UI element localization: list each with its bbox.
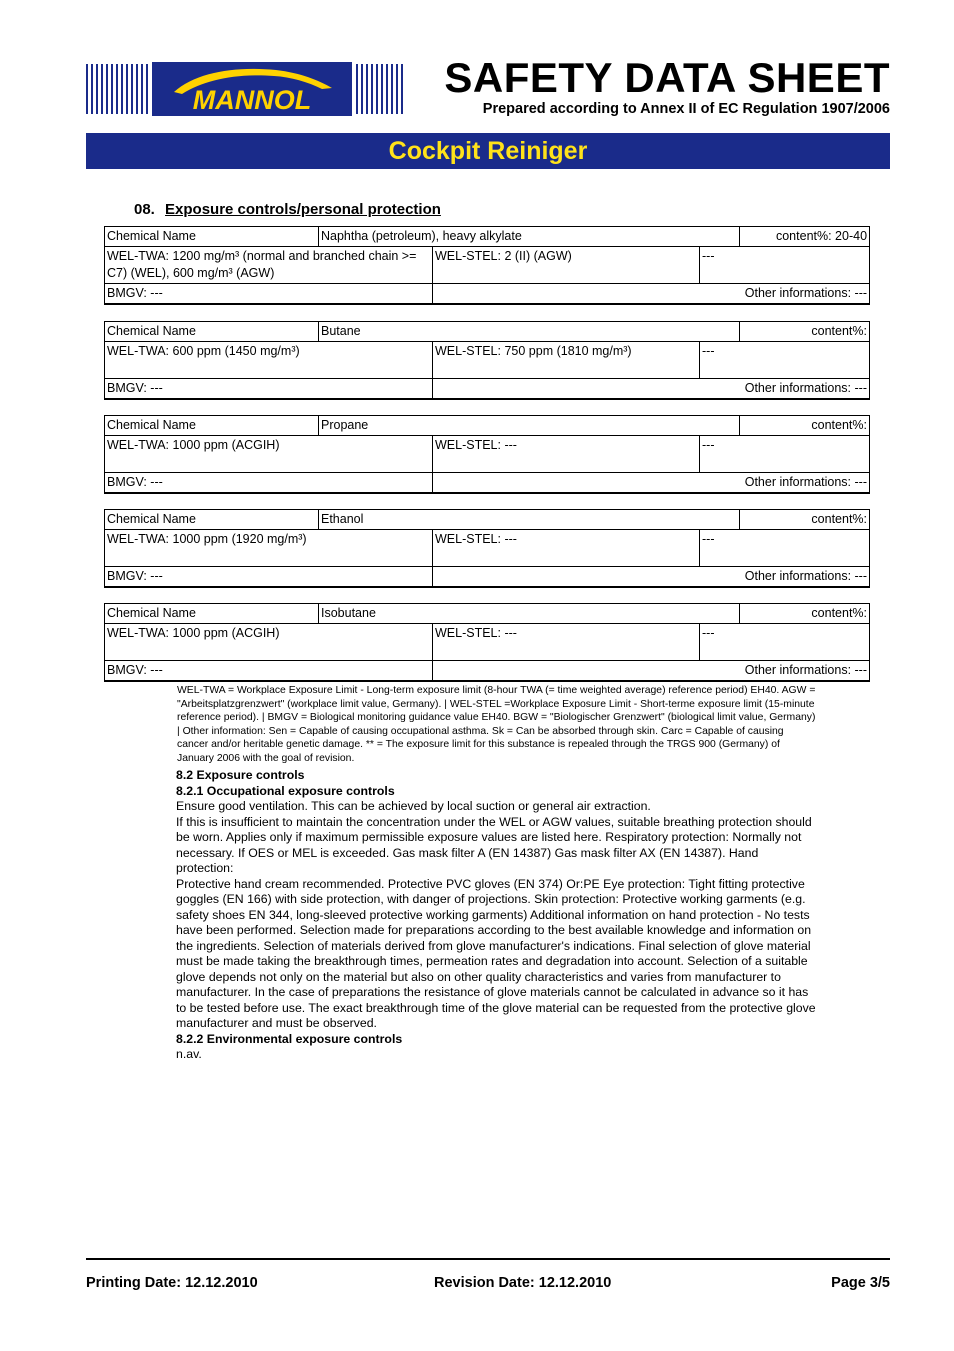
wel-twa: WEL-TWA: 1000 ppm (ACGIH) xyxy=(105,436,433,473)
exposure-controls-text xyxy=(176,768,816,1063)
wel-twa: WEL-TWA: 1000 ppm (ACGIH) xyxy=(105,624,433,661)
other-informations: Other informations: --- xyxy=(433,473,870,494)
content-percent: content%: xyxy=(740,604,870,624)
table-row xyxy=(105,379,870,400)
section-number: 08. xyxy=(134,201,155,218)
logo-text: MANNOL xyxy=(192,85,312,115)
chemical-name-label: Chemical Name xyxy=(105,227,319,247)
other-informations: Other informations: --- xyxy=(433,567,870,588)
other-informations: Other informations: --- xyxy=(433,379,870,400)
wel-twa: WEL-TWA: 1200 mg/m³ (normal and branched chain >= C7) (WEL), 600 mg/m³ (AGW) xyxy=(105,247,433,284)
content-percent: content%: xyxy=(740,322,870,342)
chemical-name-value: Propane xyxy=(319,416,740,436)
bmgv: BMGV: --- xyxy=(105,473,433,494)
paragraph-ventilation: Ensure good ventilation. This can be achieved by local suction or general air extraction. xyxy=(176,799,651,813)
table-row xyxy=(105,247,870,284)
heading-8-2-2: 8.2.2 Environmental exposure controls xyxy=(176,1031,403,1046)
wel-stel: WEL-STEL: 2 (II) (AGW) xyxy=(433,247,700,284)
table-row xyxy=(105,342,870,379)
table-row xyxy=(105,227,870,247)
document-title: SAFETY DATA SHEET xyxy=(444,54,890,101)
revision-date: Revision Date: 12.12.2010 xyxy=(434,1275,612,1291)
mannol-logo xyxy=(86,62,406,116)
table-row xyxy=(105,473,870,494)
wel-stel: WEL-STEL: --- xyxy=(433,624,700,661)
wel-twa: WEL-TWA: 1000 ppm (1920 mg/m³) xyxy=(105,530,433,567)
wel-stel-extra: --- xyxy=(700,247,870,284)
table-row xyxy=(105,624,870,661)
wel-twa: WEL-TWA: 600 ppm (1450 mg/m³) xyxy=(105,342,433,379)
document-subtitle: Prepared according to Annex II of EC Regulation 1907/2006 xyxy=(482,101,890,117)
chemical-name-label: Chemical Name xyxy=(105,322,319,342)
table-row xyxy=(105,604,870,624)
exposure-table-butane xyxy=(104,321,870,400)
content-percent: content%: 20-40 xyxy=(740,227,870,247)
page-number: Page 3/5 xyxy=(831,1275,890,1291)
table-row xyxy=(105,510,870,530)
bmgv: BMGV: --- xyxy=(105,567,433,588)
bmgv: BMGV: --- xyxy=(105,284,433,305)
chemical-name-label: Chemical Name xyxy=(105,604,319,624)
section-title: Exposure controls/personal protection xyxy=(165,201,441,218)
printing-date: Printing Date: 12.12.2010 xyxy=(86,1275,258,1291)
wel-stel: WEL-STEL: --- xyxy=(433,530,700,567)
wel-stel-extra: --- xyxy=(700,436,870,473)
table-row xyxy=(105,530,870,567)
table-row xyxy=(105,284,870,305)
chemical-name-value: Isobutane xyxy=(319,604,740,624)
content-percent: content%: xyxy=(740,510,870,530)
paragraph-hand-protection: Protective hand cream recommended. Protective PVC gloves (EN 374) Or:PE Eye protection: Tight fitting protective goggles (EN 166) with side protection, with danger of projections. Skin protection: Protective working garments (e.g. safety shoes EN 344, long-sleeved protective working garments) Additional information on hand protection - No tests have been performed. Selection made for preparations according to the best available knowledge and information on the ingredients. Selection of materials derived from glove manufacturer's indications. Final selection of glove material must be made taking the breakthrough times, permeation rates and degradation into account. Selection of a suitable glove depends not only on the material but also on other quality characteristics and varies from manufacturer to manufacturer. In the case of preparations the resistance of glove materials cannot be calculated in advance so it has to be tested before use. The exact breakthrough time of the glove material can be requested from the protective glove manufacturer and must be observed. xyxy=(176,876,816,1030)
wel-stel-extra: --- xyxy=(700,624,870,661)
chemical-name-label: Chemical Name xyxy=(105,416,319,436)
wel-stel: WEL-STEL: --- xyxy=(433,436,700,473)
table-row xyxy=(105,661,870,682)
chemical-name-value: Ethanol xyxy=(319,510,740,530)
wel-stel-extra: --- xyxy=(700,530,870,567)
table-row xyxy=(105,416,870,436)
wel-stel: WEL-STEL: 750 ppm (1810 mg/m³) xyxy=(433,342,700,379)
other-informations: Other informations: --- xyxy=(433,661,870,682)
table-row xyxy=(105,567,870,588)
exposure-table-isobutane xyxy=(104,603,870,682)
section-heading xyxy=(134,201,441,218)
chemical-name-value: Naphtha (petroleum), heavy alkylate xyxy=(319,227,740,247)
table-row xyxy=(105,322,870,342)
table-row xyxy=(105,436,870,473)
chemical-name-label: Chemical Name xyxy=(105,510,319,530)
exposure-table-propane xyxy=(104,415,870,494)
heading-8-2: 8.2 Exposure controls xyxy=(176,768,305,782)
heading-8-2-1: 8.2.1 Occupational exposure controls xyxy=(176,783,395,798)
paragraph-breathing-protection: If this is insufficient to maintain the concentration under the WEL or AGW values, suitable breathing protection should be worn. Applies only if maximum permissible exposure values are listed here. Respiratory protection: Normally not necessary. If OES or MEL is exceeded. Gas mask filter A (EN 14387) Gas mask filter AX (EN 14387). Hand protection: xyxy=(176,814,812,875)
bmgv: BMGV: --- xyxy=(105,379,433,400)
exposure-table-ethanol xyxy=(104,509,870,588)
logo-graphic xyxy=(86,62,406,116)
content-percent: content%: xyxy=(740,416,870,436)
chemical-name-value: Butane xyxy=(319,322,740,342)
abbreviation-notes: WEL-TWA = Workplace Exposure Limit - Long-term exposure limit (8-hour TWA (= time weighted average) reference period) EH40. AGW = "Arbeitsplatzgrenzwert" (workplace limit value, Germany). | WEL-STEL =Workplace Exposure Limit - Short-terme exposure limit (15-minute reference period). | BMGV = Biological monitoring guidance value EH40. BGW = "Biologischer Grenzwert" (biological limit value, Germany) | Other information: Sen = Capable of causing occupational asthma. Sk = Can be absorbed through skin. Carc = Capable of causing cancer and/or heritable genetic damage. ** = The exposure limit for this substance is repealed through the TRGS 900 (Germany) of January 2006 with the goal of revision. xyxy=(177,685,816,764)
footer-divider xyxy=(86,1258,890,1260)
wel-stel-extra: --- xyxy=(700,342,870,379)
other-informations: Other informations: --- xyxy=(433,284,870,305)
product-name-bar: Cockpit Reiniger xyxy=(86,133,890,169)
exposure-table-naphtha xyxy=(104,226,870,305)
paragraph-environmental: n.av. xyxy=(176,1047,202,1061)
bmgv: BMGV: --- xyxy=(105,661,433,682)
